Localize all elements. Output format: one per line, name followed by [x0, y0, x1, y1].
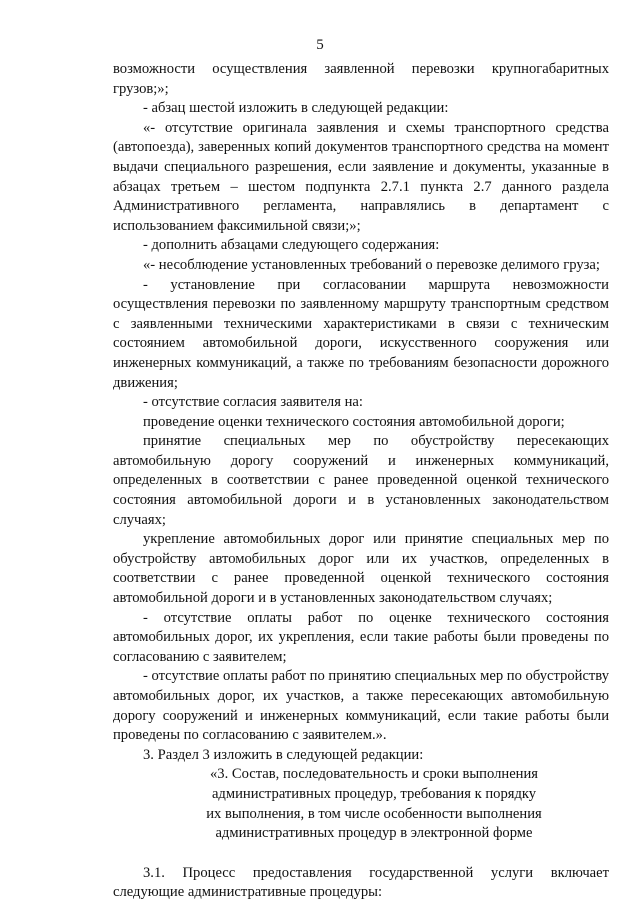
paragraph: 3.1. Процесс предоставления государственной услуги включает следующие административные процедуры:: [113, 864, 609, 901]
section-heading-line: административных процедур в электронной форме: [215, 825, 533, 842]
section-heading: [113, 765, 609, 843]
paragraph: - отсутствие оплаты работ по принятию специальных мер по обустройству автомобильных дорог, их участков, а также пересекающих автомобильную дорогу сооружений и инженерных коммуникаций, если такие работы были проведены по согласованию с заявителем.».: [113, 668, 609, 744]
document-body: [113, 60, 609, 903]
paragraph: принятие специальных мер по обустройству пересекающих автомобильную дорогу сооружений и инженерных коммуникаций, определенных в соответствии с ранее проведенной оценкой технического состояния автомобильной дороги и в установленных законодательством случаях;: [113, 433, 609, 528]
spacer: [113, 844, 609, 864]
paragraph: - отсутствие согласия заявителя на:: [143, 394, 363, 411]
paragraph: возможности осуществления заявленной перевозки крупногабаритных грузов;»;: [113, 61, 609, 97]
paragraph: - дополнить абзацами следующего содержания:: [143, 237, 440, 254]
paragraph: проведение оценки технического состояния автомобильной дороги;: [143, 413, 565, 430]
paragraph: - отсутствие оплаты работ по оценке технического состояния автомобильных дорог, их укрепления, если такие работы были проведены по согласованию с заявителем;: [113, 609, 609, 665]
paragraph: - установление при согласовании маршрута невозможности осуществления перевозки по заявленному маршруту транспортным средством с заявленными техническими характеристиками в связи с техническим состоянием автомобильной дороги, искусственного сооружения или инженерных коммуникаций, а также по требованиям безопасности дорожного движения;: [113, 276, 609, 391]
section-heading-line: их выполнения, в том числе особенности выполнения: [206, 805, 542, 822]
section-heading-line: «3. Состав, последовательность и сроки выполнения: [209, 766, 539, 783]
paragraph: «- несоблюдение установленных требований о перевозке делимого груза;: [143, 256, 600, 273]
paragraph: 3. Раздел 3 изложить в следующей редакции:: [143, 746, 424, 763]
paragraph: укрепление автомобильных дорог или принятие специальных мер по обустройству автомобильных дорог или их участков, определенных в соответствии с ранее проведенной оценкой технического состояния автомобильной дороги и в установленных законодательством случаях;: [113, 531, 609, 607]
page-number: 5: [316, 37, 324, 53]
paragraph: «- отсутствие оригинала заявления и схемы транспортного средства (автопоезда), заверенных копий документов транспортного средства на момент выдачи специального разрешения, если заявление и документы, указанные в абзацах третьем – шестом подпункта 2.7.1 пункта 2.7 данного раздела Административного регламента, направлялись в департамент с использованием факсимильной связи;»;: [113, 119, 609, 234]
paragraph: - абзац шестой изложить в следующей редакции:: [143, 100, 449, 117]
section-heading-line: административных процедур, требования к порядку: [211, 785, 537, 802]
